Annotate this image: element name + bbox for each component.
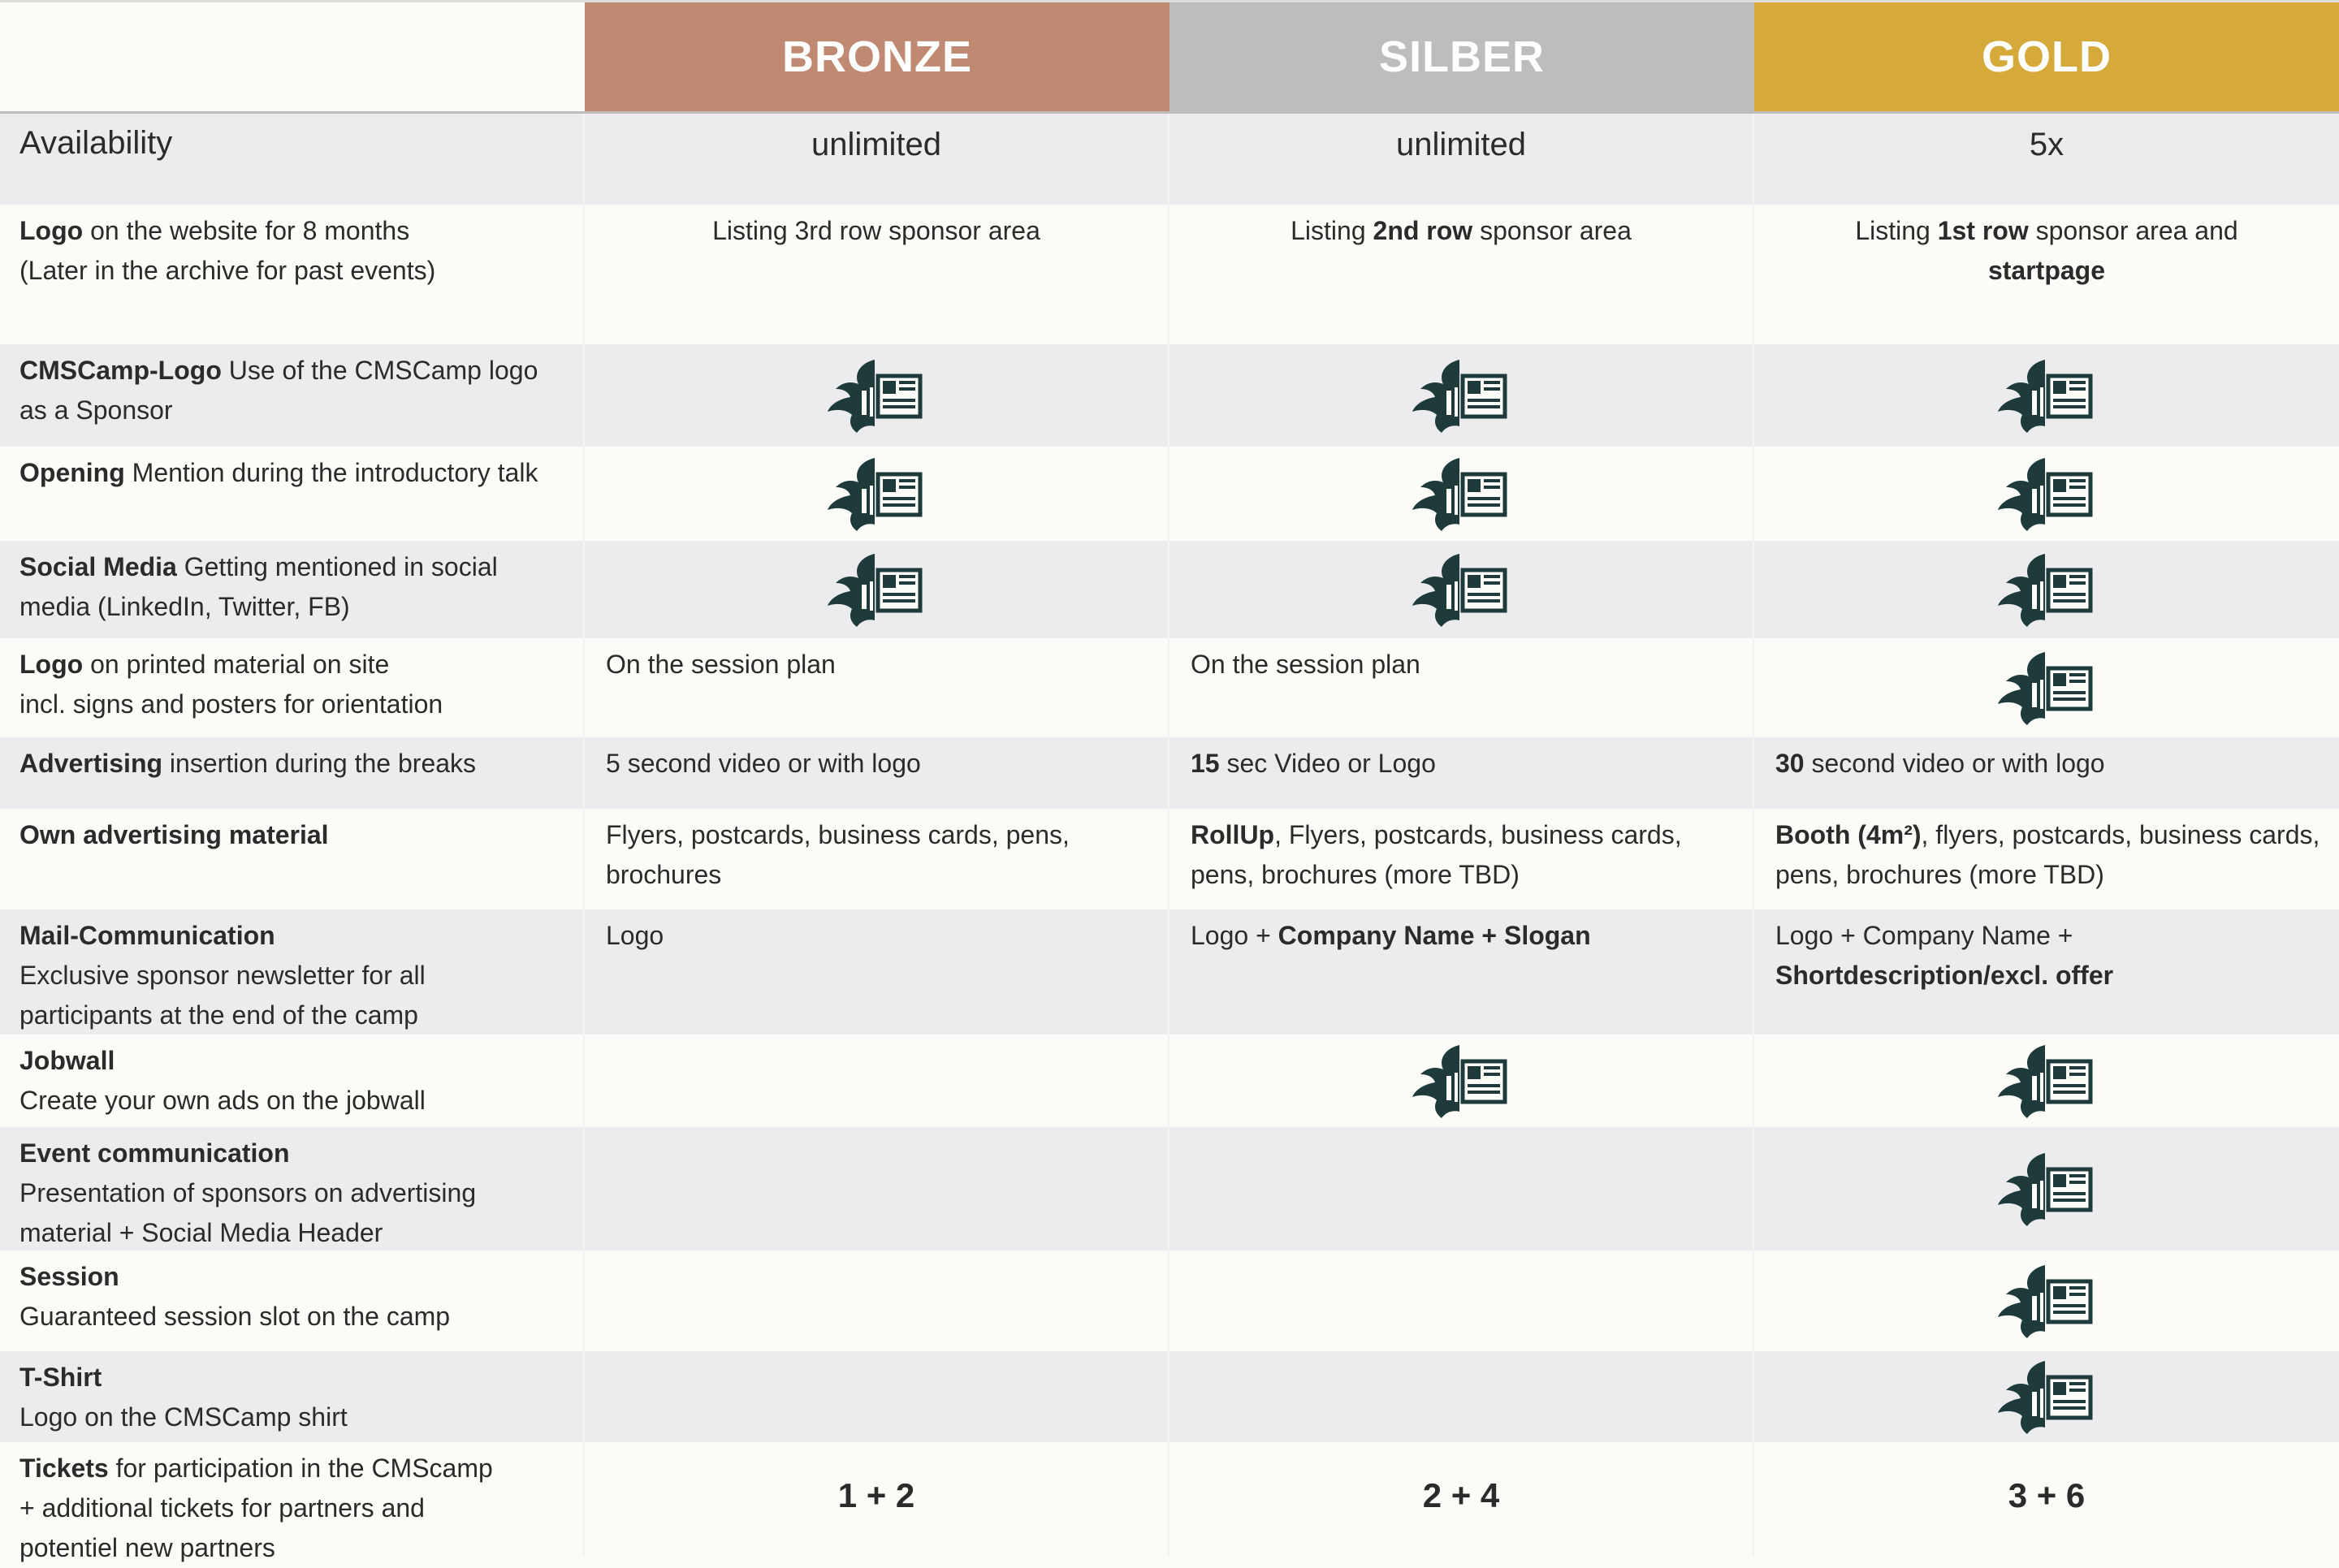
feature-text: insertion during the breaks bbox=[162, 749, 477, 778]
gold-value: 3 + 6 bbox=[2008, 1476, 2086, 1514]
silber-bold: RollUp bbox=[1191, 820, 1275, 849]
silber-value bbox=[1170, 909, 1754, 1035]
feature-label bbox=[0, 541, 585, 638]
gold-value bbox=[1754, 1127, 2339, 1251]
feature-line2: Guaranteed session slot on the camp bbox=[19, 1302, 451, 1331]
gold-value bbox=[1754, 638, 2339, 737]
gold-value bbox=[1754, 809, 2339, 909]
feature-text: on printed material on site bbox=[83, 650, 390, 679]
cmscamp-check-icon bbox=[1996, 1262, 2097, 1340]
row-social-media bbox=[0, 541, 2339, 638]
gold-bold: 30 bbox=[1775, 749, 1805, 778]
row-event-communication bbox=[0, 1127, 2339, 1251]
feature-bold: CMSCamp-Logo bbox=[19, 356, 222, 385]
cmscamp-check-icon bbox=[826, 356, 927, 434]
silber-text: sec Video or Logo bbox=[1219, 749, 1436, 778]
gold-bold: 1st row bbox=[1937, 216, 2029, 245]
cmscamp-check-icon bbox=[1996, 551, 2097, 628]
silber-value bbox=[1170, 1035, 1754, 1127]
cmscamp-check-icon bbox=[1411, 1042, 1511, 1120]
silber-value bbox=[1170, 1251, 1754, 1351]
row-session bbox=[0, 1251, 2339, 1351]
bronze-value bbox=[585, 447, 1170, 541]
row-tickets bbox=[0, 1442, 2339, 1562]
feature-label bbox=[0, 1351, 585, 1442]
gold-bold: Booth (4m²) bbox=[1775, 820, 1922, 849]
gold-value: 5x bbox=[2029, 127, 2064, 162]
feature-line2: Exclusive sponsor newsletter for all bbox=[19, 961, 426, 990]
feature-label bbox=[0, 737, 585, 809]
silber-text: Listing bbox=[1291, 216, 1373, 245]
gold-value bbox=[1754, 344, 2339, 447]
tier-header-row bbox=[0, 0, 2339, 114]
feature-bold: Logo bbox=[19, 216, 84, 245]
silber-value: On the session plan bbox=[1170, 638, 1754, 737]
gold-text: Listing bbox=[1855, 216, 1938, 245]
gold-value bbox=[1754, 1251, 2339, 1351]
feature-bold: Session bbox=[19, 1262, 119, 1291]
feature-label bbox=[0, 1035, 585, 1127]
feature-line3: material + Social Media Header bbox=[19, 1218, 383, 1247]
cmscamp-check-icon bbox=[826, 551, 927, 628]
gold-text: second video or with logo bbox=[1804, 749, 2105, 778]
feature-label bbox=[0, 344, 585, 447]
feature-bold: Event communication bbox=[19, 1138, 290, 1168]
gold-text-post: sponsor area and bbox=[2028, 216, 2238, 245]
bronze-value: On the session plan bbox=[585, 638, 1170, 737]
gold-text: , flyers, postcards, business cards, pens, brochures (more TBD) bbox=[1775, 820, 2320, 889]
row-cmscamp-logo bbox=[0, 344, 2339, 447]
silber-value: unlimited bbox=[1170, 114, 1754, 205]
gold-text: Logo + Company Name + bbox=[1775, 921, 2073, 950]
bronze-value: 1 + 2 bbox=[585, 1442, 1170, 1556]
feature-label bbox=[0, 809, 585, 909]
feature-label bbox=[0, 909, 585, 1035]
bronze-value: Flyers, postcards, business cards, pens, brochures bbox=[585, 809, 1170, 909]
feature-line3: participants at the end of the camp bbox=[19, 1000, 418, 1030]
cmscamp-check-icon bbox=[1996, 1358, 2097, 1436]
silber-text: Logo + bbox=[1191, 921, 1278, 950]
feature-text: Use of the CMSCamp logo as a Sponsor bbox=[19, 356, 538, 425]
feature-label bbox=[0, 638, 585, 737]
cmscamp-check-icon bbox=[826, 455, 927, 533]
silber-bold: 2nd row bbox=[1373, 216, 1473, 245]
cmscamp-check-icon bbox=[1411, 551, 1511, 628]
cmscamp-check-icon bbox=[1996, 455, 2097, 533]
silber-value bbox=[1170, 1127, 1754, 1251]
feature-label bbox=[0, 1127, 585, 1251]
feature-line2: + additional tickets for partners and bbox=[19, 1493, 425, 1523]
gold-value bbox=[1754, 541, 2339, 638]
bronze-value: 5 second video or with logo bbox=[585, 737, 1170, 809]
feature-bold: Mail-Communication bbox=[19, 921, 275, 950]
feature-bold: Social Media bbox=[19, 552, 177, 581]
silber-text: , Flyers, postcards, business cards, pens, brochures (more TBD) bbox=[1191, 820, 1682, 889]
bronze-value bbox=[585, 344, 1170, 447]
gold-value bbox=[1754, 909, 2339, 1035]
silber-value bbox=[1170, 1351, 1754, 1442]
feature-line2: incl. signs and posters for orientation bbox=[19, 689, 443, 719]
gold-value bbox=[1754, 447, 2339, 541]
bronze-value bbox=[585, 1351, 1170, 1442]
feature-bold: T-Shirt bbox=[19, 1363, 102, 1392]
feature-text: for participation in the CMScamp bbox=[108, 1454, 493, 1483]
feature-line3: potentiel new partners bbox=[19, 1533, 275, 1562]
row-availability bbox=[0, 114, 2339, 205]
row-logo-printed bbox=[0, 638, 2339, 737]
feature-label bbox=[0, 1442, 585, 1562]
feature-label bbox=[0, 205, 585, 344]
bronze-value: Logo bbox=[585, 909, 1170, 1035]
silber-value bbox=[1170, 205, 1754, 344]
bronze-value: unlimited bbox=[585, 114, 1170, 205]
feature-line2: (Later in the archive for past events) bbox=[19, 256, 436, 285]
feature-line2: Create your own ads on the jobwall bbox=[19, 1086, 426, 1115]
gold-value bbox=[1754, 1035, 2339, 1127]
header-empty-cell bbox=[0, 2, 585, 111]
silber-value bbox=[1170, 737, 1754, 809]
feature-label: Availability bbox=[0, 114, 585, 205]
tier-bronze-header: BRONZE bbox=[585, 2, 1170, 111]
bronze-value bbox=[585, 1251, 1170, 1351]
feature-bold: Opening bbox=[19, 458, 125, 487]
cmscamp-check-icon bbox=[1411, 455, 1511, 533]
bronze-value bbox=[585, 541, 1170, 638]
cmscamp-check-icon bbox=[1996, 1150, 2097, 1228]
row-advertising bbox=[0, 737, 2339, 809]
silber-bold: Company Name + Slogan bbox=[1278, 921, 1591, 950]
row-jobwall bbox=[0, 1035, 2339, 1127]
row-logo-website bbox=[0, 205, 2339, 344]
silber-bold: 15 bbox=[1191, 749, 1220, 778]
feature-text: Getting mentioned in social media (LinkedIn, Twitter, FB) bbox=[19, 552, 498, 621]
silber-text-post: sponsor area bbox=[1472, 216, 1632, 245]
feature-text: on the website for 8 months bbox=[83, 216, 410, 245]
feature-label bbox=[0, 447, 585, 541]
feature-label bbox=[0, 1251, 585, 1351]
gold-bold: Shortdescription/excl. offer bbox=[1775, 961, 2114, 990]
row-own-material bbox=[0, 809, 2339, 909]
cmscamp-check-icon bbox=[1411, 356, 1511, 434]
silber-value bbox=[1170, 447, 1754, 541]
feature-text: Mention during the introductory talk bbox=[124, 458, 538, 487]
gold-bold2: startpage bbox=[1987, 256, 2106, 285]
feature-line2: Presentation of sponsors on advertising bbox=[19, 1178, 477, 1207]
feature-bold: Advertising bbox=[19, 749, 163, 778]
cmscamp-check-icon bbox=[1996, 356, 2097, 434]
row-tshirt bbox=[0, 1351, 2339, 1442]
silber-value: 2 + 4 bbox=[1170, 1442, 1754, 1556]
silber-value bbox=[1170, 344, 1754, 447]
silber-value bbox=[1170, 809, 1754, 909]
feature-bold: Logo bbox=[19, 650, 84, 679]
gold-value bbox=[1754, 205, 2339, 344]
silber-value bbox=[1170, 541, 1754, 638]
cmscamp-check-icon bbox=[1996, 649, 2097, 727]
feature-bold: Own advertising material bbox=[19, 820, 329, 849]
tier-silber-header: SILBER bbox=[1170, 2, 1754, 111]
cmscamp-check-icon bbox=[1996, 1042, 2097, 1120]
bronze-value bbox=[585, 1035, 1170, 1127]
gold-value bbox=[1754, 1351, 2339, 1442]
row-opening bbox=[0, 447, 2339, 541]
bronze-value: Listing 3rd row sponsor area bbox=[585, 205, 1170, 344]
row-mail-communication bbox=[0, 909, 2339, 1035]
feature-line2: Logo on the CMSCamp shirt bbox=[19, 1402, 348, 1432]
feature-bold: Tickets bbox=[19, 1454, 109, 1483]
gold-value bbox=[1754, 737, 2339, 809]
tier-gold-header: GOLD bbox=[1754, 2, 2339, 111]
feature-bold: Jobwall bbox=[19, 1046, 115, 1075]
bronze-value bbox=[585, 1127, 1170, 1251]
